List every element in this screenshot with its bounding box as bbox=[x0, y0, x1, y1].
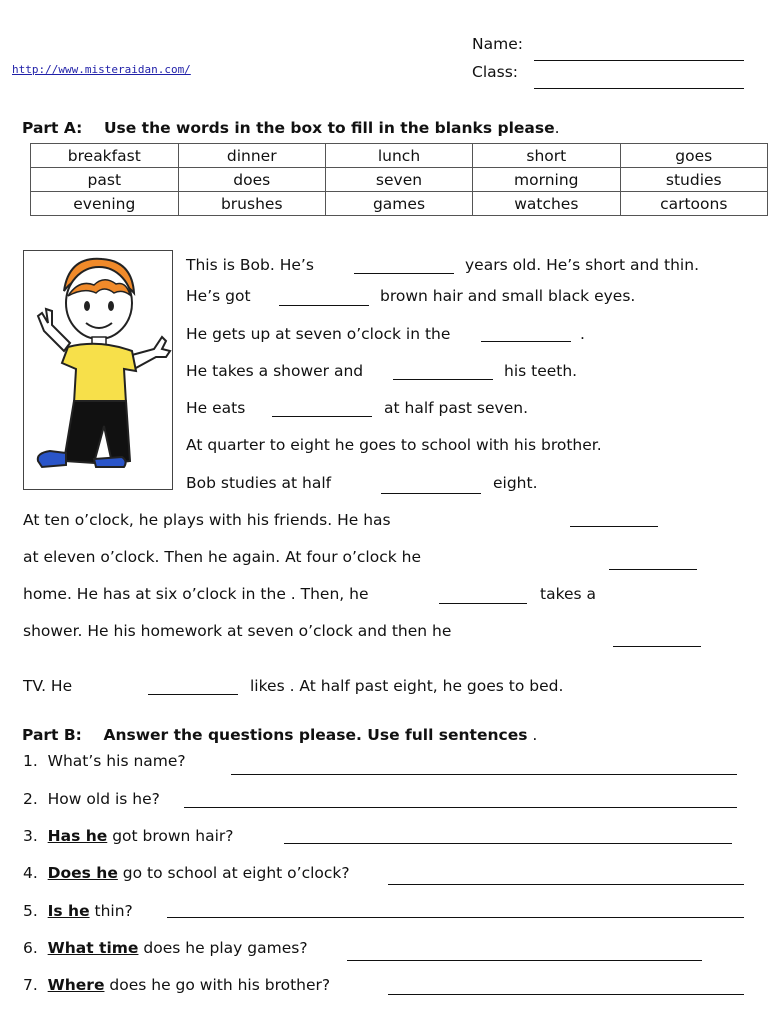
word-cell: morning bbox=[473, 168, 620, 192]
question-2 bbox=[23, 790, 160, 808]
answer-blank[interactable] bbox=[279, 305, 369, 306]
question-text: thin? bbox=[89, 902, 133, 920]
word-cell: watches bbox=[473, 192, 620, 216]
class-label: Class: bbox=[472, 63, 519, 81]
question-1 bbox=[23, 752, 186, 770]
word-cell: seven bbox=[325, 168, 472, 192]
question-text: does he go with his brother? bbox=[104, 976, 331, 994]
line-7a: Bob studies at half bbox=[186, 474, 332, 492]
part-b-instruction: Answer the questions please bbox=[103, 726, 356, 744]
answer-blank[interactable] bbox=[481, 341, 571, 342]
word-row bbox=[31, 144, 768, 168]
answer-line[interactable] bbox=[388, 884, 744, 885]
word-box bbox=[30, 143, 768, 216]
line-2b: brown hair and small black eyes. bbox=[380, 287, 636, 305]
word-cell: evening bbox=[31, 192, 179, 216]
answer-blank[interactable] bbox=[393, 379, 493, 380]
line-7b: eight. bbox=[493, 474, 538, 492]
word-cell: goes bbox=[620, 144, 768, 168]
question-6 bbox=[23, 939, 308, 957]
part-a-instruction: Use the words in the box to fill in the blanks please bbox=[103, 119, 555, 137]
class-blank[interactable] bbox=[534, 88, 744, 89]
answer-blank[interactable] bbox=[354, 273, 454, 274]
question-number: 2. bbox=[23, 790, 38, 808]
part-a-label: Part A: bbox=[22, 119, 83, 137]
question-3 bbox=[23, 827, 234, 845]
line-5b: at half past seven. bbox=[384, 399, 529, 417]
question-keyword: Where bbox=[47, 976, 105, 994]
answer-blank[interactable] bbox=[439, 603, 527, 604]
answer-blank[interactable] bbox=[609, 569, 697, 570]
bob-picture bbox=[23, 250, 173, 490]
question-number: 4. bbox=[23, 864, 38, 882]
line-4a: He takes a shower and bbox=[186, 362, 364, 380]
part-a-period: . bbox=[554, 119, 560, 137]
line-3a: He gets up at seven o’clock in the bbox=[186, 325, 451, 343]
word-row bbox=[31, 168, 768, 192]
line-1b: years old. He’s short and thin. bbox=[465, 256, 699, 274]
question-keyword: What time bbox=[47, 939, 139, 957]
line-5a: He eats bbox=[186, 399, 246, 417]
answer-line[interactable] bbox=[167, 917, 744, 918]
answer-line[interactable] bbox=[184, 807, 737, 808]
line-8: At ten o’clock, he plays with his friends. He has bbox=[23, 511, 391, 529]
question-7 bbox=[23, 976, 330, 994]
part-a-heading bbox=[22, 119, 560, 137]
line-10b: takes a bbox=[540, 585, 597, 603]
website-link[interactable]: http://www.misteraidan.com/ bbox=[12, 63, 191, 76]
question-keyword: Is he bbox=[47, 902, 90, 920]
question-text: go to school at eight o’clock? bbox=[117, 864, 350, 882]
word-cell: studies bbox=[620, 168, 768, 192]
line-11: shower. He his homework at seven o’clock and then he bbox=[23, 622, 452, 640]
line-12b: likes . At half past eight, he goes to bed. bbox=[250, 677, 564, 695]
word-cell: short bbox=[473, 144, 620, 168]
question-text: does he play games? bbox=[138, 939, 308, 957]
question-4 bbox=[23, 864, 350, 882]
answer-line[interactable] bbox=[347, 960, 702, 961]
word-cell: cartoons bbox=[620, 192, 768, 216]
question-text: got brown hair? bbox=[107, 827, 234, 845]
word-cell: past bbox=[31, 168, 179, 192]
question-number: 5. bbox=[23, 902, 38, 920]
part-b-instruction2: . Use full sentences bbox=[355, 726, 528, 744]
question-5 bbox=[23, 902, 133, 920]
bob-illustration bbox=[24, 251, 172, 489]
answer-blank[interactable] bbox=[613, 646, 701, 647]
word-cell: does bbox=[178, 168, 325, 192]
answer-blank[interactable] bbox=[570, 526, 658, 527]
question-keyword: Does he bbox=[47, 864, 118, 882]
line-10a: home. He has at six o’clock in the . Then, he bbox=[23, 585, 369, 603]
word-cell: dinner bbox=[178, 144, 325, 168]
question-text: How old is he? bbox=[47, 790, 160, 808]
word-cell: breakfast bbox=[31, 144, 179, 168]
line-3b: . bbox=[580, 325, 585, 343]
line-4b: his teeth. bbox=[504, 362, 578, 380]
word-row bbox=[31, 192, 768, 216]
word-cell: brushes bbox=[178, 192, 325, 216]
answer-blank[interactable] bbox=[148, 694, 238, 695]
question-number: 3. bbox=[23, 827, 38, 845]
answer-blank[interactable] bbox=[272, 416, 372, 417]
answer-line[interactable] bbox=[284, 843, 732, 844]
answer-blank[interactable] bbox=[381, 493, 481, 494]
question-keyword: Has he bbox=[47, 827, 108, 845]
part-b-period: . bbox=[527, 726, 538, 744]
word-cell: games bbox=[325, 192, 472, 216]
line-1a: This is Bob. He’s bbox=[186, 256, 314, 274]
question-number: 6. bbox=[23, 939, 38, 957]
answer-line[interactable] bbox=[231, 774, 737, 775]
line-2a: He’s got bbox=[186, 287, 251, 305]
name-blank[interactable] bbox=[534, 60, 744, 61]
line-12a: TV. He bbox=[23, 677, 73, 695]
answer-line[interactable] bbox=[388, 994, 744, 995]
question-number: 1. bbox=[23, 752, 38, 770]
word-cell: lunch bbox=[325, 144, 472, 168]
question-text: What’s his name? bbox=[47, 752, 186, 770]
name-label: Name: bbox=[472, 35, 523, 53]
line-6: At quarter to eight he goes to school with his brother. bbox=[186, 436, 602, 454]
question-number: 7. bbox=[23, 976, 38, 994]
part-b-heading bbox=[22, 726, 537, 744]
part-b-label: Part B: bbox=[22, 726, 82, 744]
line-9: at eleven o’clock. Then he again. At four o’clock he bbox=[23, 548, 422, 566]
